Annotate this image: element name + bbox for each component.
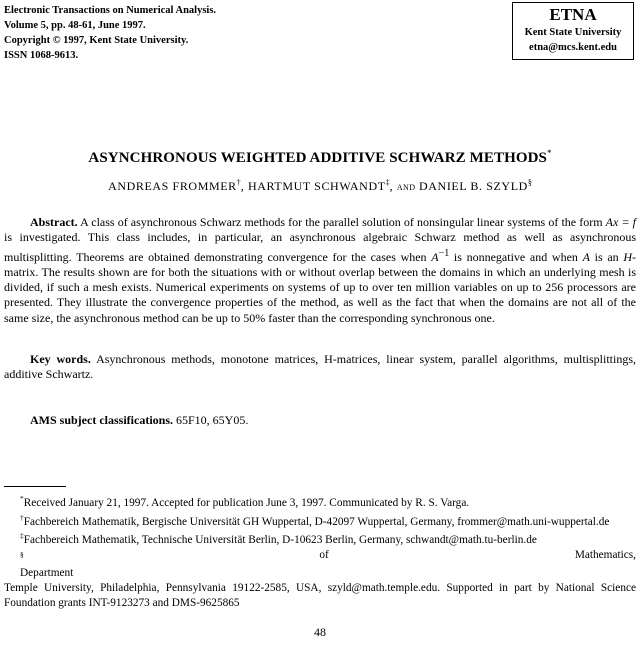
author-separator: , [389, 179, 397, 193]
abstract-inverse-exponent: −1 [438, 247, 450, 259]
abstract-text: is investigated. This class includes, in particular, an asynchronous algebraic Schwarz method as well as asynchronous multisplitting. Theorems are obtained demonstrating convergence for the cases when [4, 230, 636, 264]
etna-title: ETNA [549, 5, 597, 24]
author-schwandt-mark: ‡ [385, 178, 390, 187]
footnote-mark: * [20, 494, 24, 503]
footnote-text: Mathematics, [574, 548, 636, 561]
abstract-text: A class of asynchronous Schwarz methods for the parallel solution of nonsingular linear systems of the form [80, 215, 606, 229]
footnote-frommer [4, 511, 636, 530]
journal-header [4, 3, 216, 63]
etna-box [512, 2, 634, 60]
ams-text: 65F10, 65Y05. [176, 413, 249, 427]
keywords-text: Asynchronous methods, monotone matrices, H-matrices, linear system, parallel algorithms, multisplittings, additive Schwartz. [4, 352, 637, 382]
abstract [4, 215, 636, 326]
author-and: and [396, 179, 416, 193]
journal-volume: Volume 5, pp. 48-61, June 1997. [4, 20, 146, 31]
footnote-received [4, 492, 636, 511]
footnote-text: Department [20, 567, 74, 580]
paper-title-text: ASYNCHRONOUS WEIGHTED ADDITIVE SCHWARZ METHODS [88, 150, 547, 166]
author-separator: , [240, 179, 248, 193]
etna-email: etna@mcs.kent.edu [529, 42, 617, 53]
abstract-matrix-symbol: A [582, 249, 590, 264]
page-number: 48 [314, 625, 326, 639]
author-list [0, 178, 640, 194]
etna-university: Kent State University [524, 27, 622, 38]
ams-label: AMS subject classifications. [30, 413, 173, 427]
abstract-h-symbol: H [623, 249, 632, 264]
abstract-matrix-symbol: A [431, 249, 439, 264]
footnote-text: Fachbereich Mathematik, Technische Universität Berlin, D-10623 Berlin, Germany, schwandt@math.tu-berlin.de [23, 533, 537, 546]
abstract-text: is an [589, 249, 624, 264]
author-frommer-mark: † [236, 178, 241, 187]
footnotes [4, 492, 636, 611]
footnote-text: Received January 21, 1997. Accepted for publication June 3, 1997. Communicated by R. S. Varga. [23, 496, 470, 509]
author-szyld-mark: § [527, 178, 532, 187]
footnote-schwandt [4, 529, 636, 548]
paper-title [0, 148, 640, 167]
footnote-text: Fachbereich Mathematik, Bergische Universität GH Wuppertal, D-42097 Wuppertal, Germany, frommer@math.uni-wuppertal.de [23, 515, 610, 528]
abstract-label: Abstract. [30, 215, 78, 229]
abstract-equation: Ax = f [605, 215, 636, 229]
footnote-szyld-first-line [4, 548, 636, 581]
author-schwandt: HARTMUT SCHWANDT [247, 179, 386, 193]
title-footnote-mark: * [546, 148, 552, 158]
abstract-text: is nonnegative and when [449, 249, 583, 264]
footnote-szyld-dept [20, 548, 73, 581]
keywords [4, 352, 636, 383]
footnote-rule [4, 486, 66, 487]
abstract-text: -matrix. The results shown are for both the situations with or without overlap between the domains in which an underlying mesh is divided, if such a mesh exists. Numerical experiments on systems of up to over ten million variables on up to 256 processors are presented. They illustrate the convergence properties of the method, as well as the fact that when the domains are not all of the same size, the asynchronous method can be up to 50% faster than the corresponding synchronous one. [4, 249, 636, 325]
journal-name: Electronic Transactions on Numerical Analysis. [4, 5, 217, 16]
footnote-mark: § [20, 549, 24, 559]
journal-issn: ISSN 1068-9613. [4, 50, 79, 61]
journal-copyright: Copyright © 1997, Kent State University. [4, 35, 189, 46]
author-szyld: DANIEL B. SZYLD [419, 179, 528, 193]
footnote-mark: ‡ [20, 531, 24, 541]
keywords-label: Key words. [30, 352, 91, 366]
ams-classifications [4, 413, 636, 428]
author-frommer: ANDREAS FROMMER [108, 179, 237, 193]
footnote-mark: † [20, 512, 24, 522]
footnote-text: of [319, 548, 329, 561]
footnote-text: Temple University, Philadelphia, Pennsylvania 19122-2585, USA, szyld@math.temple.edu. Supported in part by National Science Foundation grants INT-9123273 and DMS-9625865 [4, 582, 636, 609]
footnote-szyld [4, 581, 636, 611]
